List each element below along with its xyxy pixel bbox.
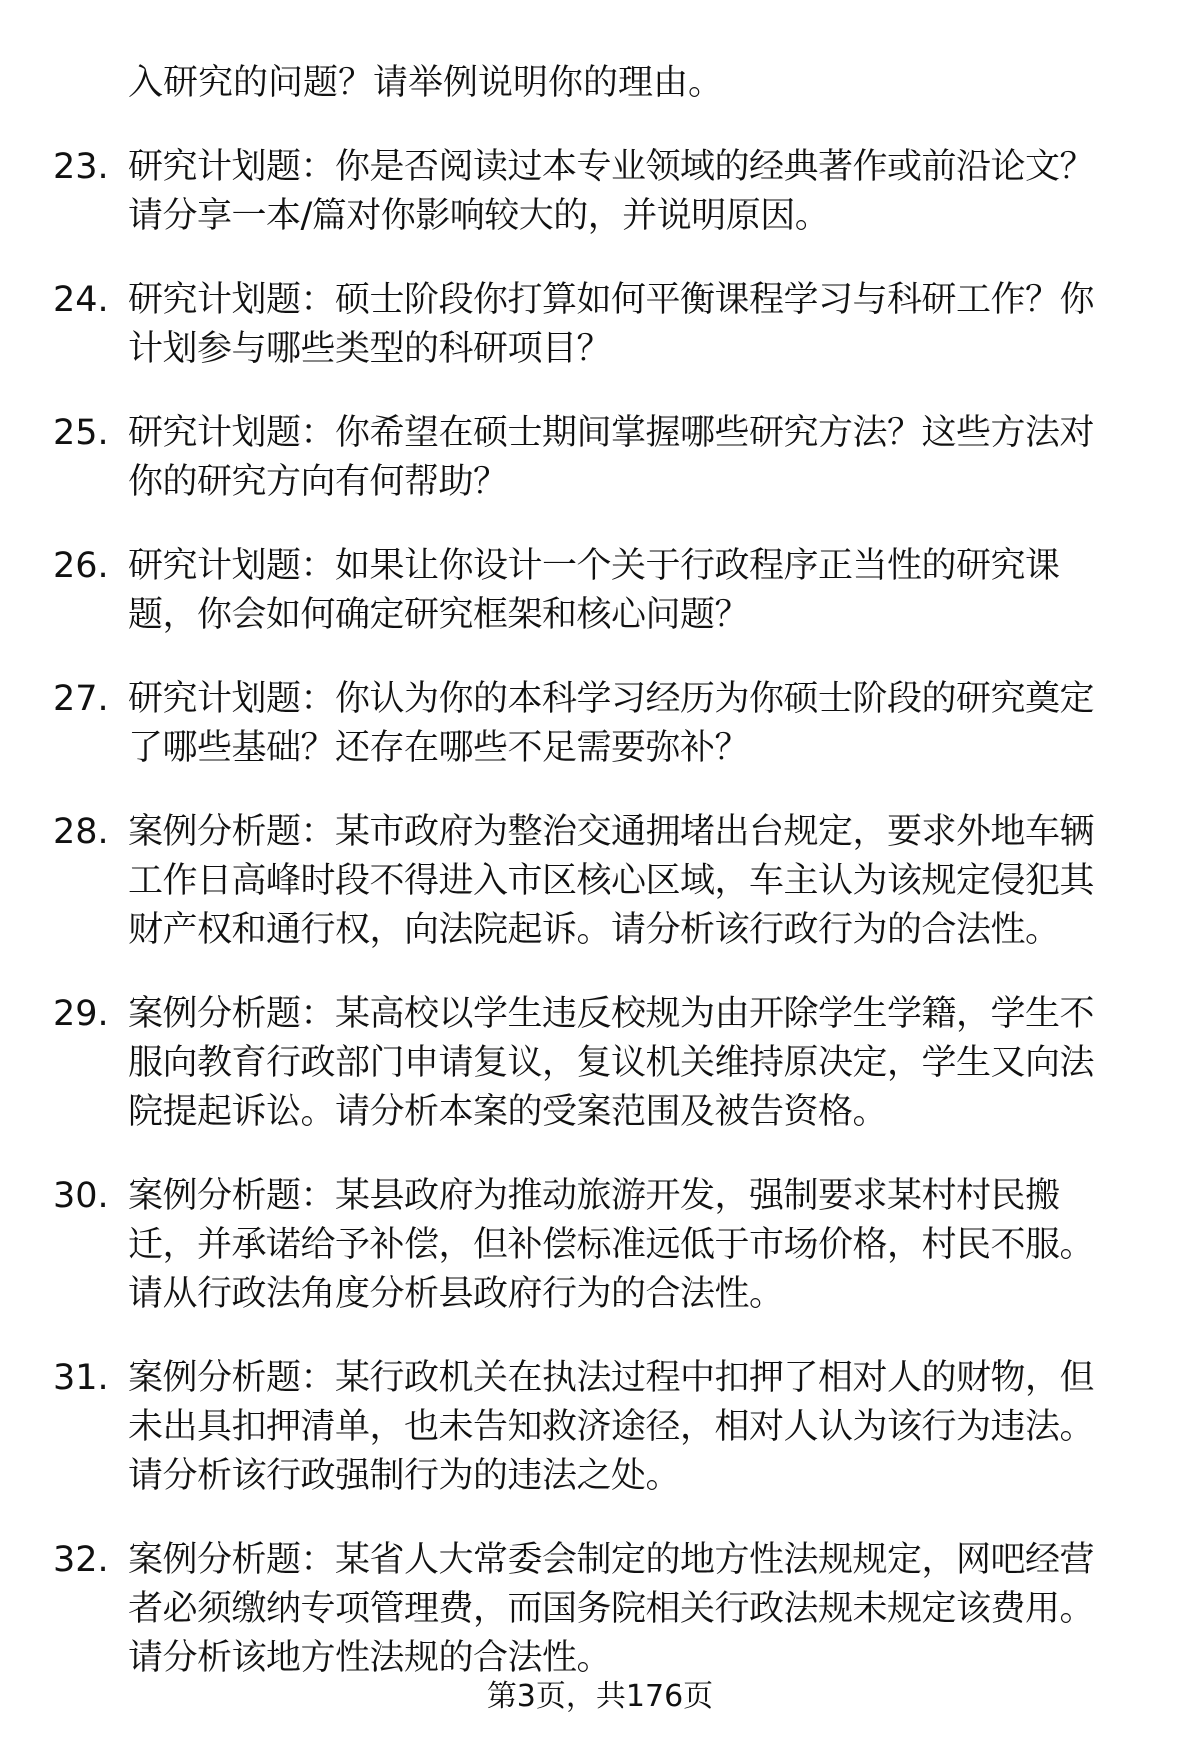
question-text — [0, 990, 1200, 1137]
question-number: 32. — [53, 1540, 109, 1580]
question-text-line: 案例分析题：某高校以学生违反校规为由开除学生学籍，学生不 — [128, 994, 1095, 1034]
question-text-line: 院提起诉讼。请分析本案的受案范围及被告资格。 — [128, 1092, 888, 1132]
question-item — [0, 1354, 1200, 1501]
question-text-line: 者必须缴纳专项管理费，而国务院相关行政法规未规定该费用。 — [128, 1589, 1095, 1629]
question-text-line: 请分析该行政强制行为的违法之处。 — [128, 1456, 681, 1496]
question-text-line: 请从行政法角度分析县政府行为的合法性。 — [128, 1274, 784, 1314]
question-item — [0, 409, 1200, 507]
question-item — [0, 990, 1200, 1137]
page-number: 第3页，共176页 — [486, 1679, 714, 1714]
question-text-line: 请分享一本/篇对你影响较大的，并说明原因。 — [128, 196, 830, 236]
question-number: 31. — [53, 1358, 109, 1398]
question-text-line: 请分析该地方性法规的合法性。 — [128, 1638, 612, 1678]
question-text-line: 案例分析题：某行政机关在执法过程中扣押了相对人的财物，但 — [128, 1358, 1095, 1398]
question-text-line: 工作日高峰时段不得进入市区核心区域，车主认为该规定侵犯其 — [128, 861, 1095, 901]
question-item — [0, 808, 1200, 955]
question-text-line: 服向教育行政部门申请复议，复议机关维持原决定，学生又向法 — [128, 1043, 1095, 1083]
question-text-line: 研究计划题：硕士阶段你打算如何平衡课程学习与科研工作？你 — [128, 280, 1095, 320]
question-text — [0, 808, 1200, 955]
question-text-line: 研究计划题：你认为你的本科学习经历为你硕士阶段的研究奠定 — [128, 679, 1095, 719]
question-text-line: 研究计划题：你希望在硕士期间掌握哪些研究方法？这些方法对 — [128, 413, 1095, 453]
question-text-line: 题，你会如何确定研究框架和核心问题？ — [128, 595, 750, 635]
question-text — [0, 143, 1200, 241]
question-text — [0, 675, 1200, 773]
question-number: 30. — [53, 1176, 109, 1216]
question-text-line: 你的研究方向有何帮助？ — [128, 462, 508, 502]
continued-question-text: 入研究的问题？请举例说明你的理由。 — [128, 63, 724, 103]
question-number: 24. — [53, 280, 109, 320]
question-text-line: 案例分析题：某市政府为整治交通拥堵出台规定，要求外地车辆 — [128, 812, 1095, 852]
question-text-line: 研究计划题：如果让你设计一个关于行政程序正当性的研究课 — [128, 546, 1060, 586]
question-text — [0, 409, 1200, 507]
question-text-line: 案例分析题：某县政府为推动旅游开发，强制要求某村村民搬 — [128, 1176, 1060, 1216]
question-number: 25. — [53, 413, 109, 453]
question-text-line: 迁，并承诺给予补偿，但补偿标准远低于市场价格，村民不服。 — [128, 1225, 1095, 1265]
question-item — [0, 675, 1200, 773]
question-text-line: 财产权和通行权，向法院起诉。请分析该行政行为的合法性。 — [128, 910, 1060, 950]
question-item — [0, 1536, 1200, 1683]
question-text-line: 案例分析题：某省人大常委会制定的地方性法规规定，网吧经营 — [128, 1540, 1095, 1580]
question-text-line: 了哪些基础？还存在哪些不足需要弥补？ — [128, 728, 750, 768]
question-item — [0, 1172, 1200, 1319]
question-list — [0, 59, 1200, 1683]
question-text-line: 未出具扣押清单，也未告知救济途径，相对人认为该行为违法。 — [128, 1407, 1095, 1447]
question-text — [0, 276, 1200, 374]
question-number: 23. — [53, 147, 109, 187]
question-number: 29. — [53, 994, 109, 1034]
question-text-line: 研究计划题：你是否阅读过本专业领域的经典著作或前沿论文？ — [128, 147, 1095, 187]
question-item — [0, 276, 1200, 374]
question-text — [0, 1354, 1200, 1501]
question-text — [0, 1172, 1200, 1319]
question-number: 26. — [53, 546, 109, 586]
question-text-line: 计划参与哪些类型的科研项目？ — [128, 329, 612, 369]
question-number: 27. — [53, 679, 109, 719]
question-number: 28. — [53, 812, 109, 852]
question-text — [0, 1536, 1200, 1683]
question-item — [0, 542, 1200, 640]
question-text — [0, 542, 1200, 640]
question-item — [0, 143, 1200, 241]
